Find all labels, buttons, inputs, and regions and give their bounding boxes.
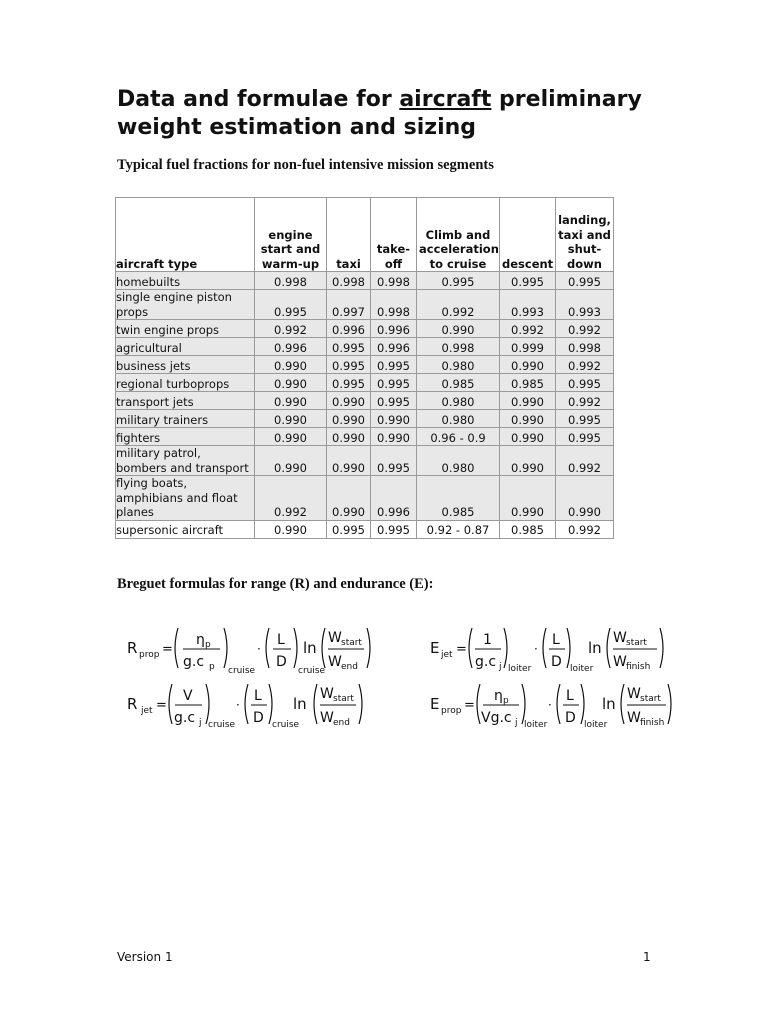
column-header: aircraft type: [116, 198, 255, 272]
fuel-fraction-cell: 0.996: [371, 338, 417, 356]
equals-sign: =: [156, 698, 167, 713]
aircraft-type-cell: agricultural: [116, 338, 255, 356]
frac1-denominator: g.c: [174, 710, 196, 726]
fuel-fraction-cell: 0.990: [500, 410, 556, 428]
fuel-fraction-cell: 0.990: [255, 374, 327, 392]
right-paren: [522, 684, 525, 724]
equals-sign: =: [464, 698, 475, 713]
formula-lhs: E: [430, 639, 440, 657]
left-paren: [314, 684, 317, 724]
formula-endurance-jet: [424, 620, 684, 676]
frac2-numerator: L: [254, 688, 262, 704]
fuel-fraction-cell: 0.990: [500, 356, 556, 374]
column-header: engine start and warm-up: [255, 198, 327, 272]
aircraft-type-cell: military patrol, bombers and transport: [116, 446, 255, 476]
fuel-fraction-cell: 0.998: [327, 272, 371, 290]
table-row: [116, 428, 614, 446]
frac1-den-sub: j: [515, 718, 518, 728]
fuel-fraction-cell: 0.990: [500, 428, 556, 446]
fuel-fraction-cell: 0.985: [417, 476, 500, 521]
frac1-den-sub: j: [499, 662, 502, 672]
frac3-den-sub: finish: [626, 662, 651, 672]
fuel-fraction-cell: 0.998: [255, 272, 327, 290]
frac3-denominator: W: [320, 710, 334, 726]
fuel-fraction-cell: 0.992: [556, 392, 614, 410]
breguet-heading: Breguet formulas for range (R) and endurance (E):: [117, 576, 434, 592]
fuel-fraction-cell: 0.995: [417, 272, 500, 290]
formula-lhs: E: [430, 695, 440, 713]
frac1-numerator: V: [183, 688, 193, 704]
formula-lhs-sub: prop: [441, 706, 462, 716]
dot-operator: ·: [236, 698, 240, 712]
fuel-fraction-cell: 0.990: [417, 320, 500, 338]
right-paren: [660, 628, 663, 668]
fuel-fraction-cell: 0.995: [371, 356, 417, 374]
fuel-fraction-cell: 0.96 - 0.9: [417, 428, 500, 446]
frac1-numerator: η: [196, 632, 205, 648]
fuel-fraction-cell: 0.998: [371, 272, 417, 290]
right-paren: [294, 628, 297, 668]
fuel-fraction-cell: 0.990: [327, 476, 371, 521]
equals-sign: =: [456, 642, 467, 657]
fuel-fraction-cell: 0.980: [417, 356, 500, 374]
frac2-outer-sub: cruise: [272, 720, 300, 730]
fuel-fraction-cell: 0.995: [500, 272, 556, 290]
frac1-denominator: g.c: [475, 654, 497, 670]
fuel-fraction-cell: 0.990: [327, 446, 371, 476]
fuel-fraction-cell: 0.992: [556, 520, 614, 538]
aircraft-type-cell: twin engine props: [116, 320, 255, 338]
formula-lhs-sub: prop: [139, 650, 160, 660]
frac3-den-sub: finish: [640, 718, 665, 728]
title-underlined-word: aircraft: [399, 87, 492, 112]
table-row: [116, 338, 614, 356]
aircraft-type-cell: flying boats, amphibians and float planes: [116, 476, 255, 521]
formula-lhs: R: [127, 695, 138, 713]
formula-lhs-sub: jet: [141, 706, 153, 716]
right-paren: [567, 628, 570, 668]
right-paren: [504, 628, 507, 668]
frac2-outer-sub: loiter: [584, 720, 608, 730]
frac3-numerator: W: [613, 630, 627, 646]
fuel-fraction-cell: 0.990: [500, 392, 556, 410]
fuel-fraction-cell: 0.92 - 0.87: [417, 520, 500, 538]
fuel-fraction-cell: 0.985: [500, 374, 556, 392]
formula-lhs-sub: jet: [441, 650, 453, 660]
table-row: [116, 392, 614, 410]
fuel-fraction-cell: 0.995: [327, 356, 371, 374]
formula-lhs: R: [127, 639, 138, 657]
fuel-fraction-cell: 0.998: [417, 338, 500, 356]
fuel-fraction-cell: 0.995: [556, 428, 614, 446]
fuel-fraction-cell: 0.993: [500, 290, 556, 320]
frac3-den-sub: end: [341, 662, 358, 672]
column-header: take-off: [371, 198, 417, 272]
frac3-num-sub: start: [640, 694, 661, 704]
fuel-fraction-cell: 0.990: [371, 410, 417, 428]
left-paren: [175, 628, 178, 668]
left-paren: [322, 628, 325, 668]
footer-page-number: 1: [643, 950, 651, 964]
frac1-denominator: Vg.c: [481, 710, 512, 726]
frac1-num-sub: p: [205, 640, 211, 650]
frac3-denominator: W: [328, 654, 342, 670]
right-paren: [359, 684, 362, 724]
aircraft-type-cell: military trainers: [116, 410, 255, 428]
formula-endurance-prop: [424, 676, 684, 732]
frac1-numerator: η: [494, 688, 503, 704]
fuel-fraction-cell: 0.992: [500, 320, 556, 338]
right-paren: [668, 684, 671, 724]
ln-operator: ln: [588, 639, 602, 657]
ln-operator: ln: [293, 695, 307, 713]
fuel-fraction-cell: 0.985: [500, 520, 556, 538]
formula-range-prop: [120, 620, 380, 676]
right-paren: [581, 684, 584, 724]
fuel-fraction-cell: 0.992: [556, 320, 614, 338]
frac2-numerator: L: [566, 688, 574, 704]
fuel-fraction-table: [115, 197, 614, 539]
fuel-fraction-cell: 0.995: [371, 446, 417, 476]
frac1-outer-sub: loiter: [508, 664, 532, 674]
right-paren: [269, 684, 272, 724]
left-paren: [607, 628, 610, 668]
fuel-fraction-cell: 0.990: [500, 476, 556, 521]
left-paren: [477, 684, 480, 724]
left-paren: [245, 684, 248, 724]
fuel-fraction-cell: 0.990: [556, 476, 614, 521]
fuel-fraction-cell: 0.993: [556, 290, 614, 320]
fuel-fraction-cell: 0.998: [371, 290, 417, 320]
fuel-fraction-cell: 0.992: [255, 320, 327, 338]
table-row: [116, 446, 614, 476]
fuel-fraction-cell: 0.990: [327, 428, 371, 446]
fuel-fraction-cell: 0.996: [371, 320, 417, 338]
fuel-fraction-cell: 0.995: [255, 290, 327, 320]
aircraft-type-cell: fighters: [116, 428, 255, 446]
fuel-fraction-cell: 0.980: [417, 392, 500, 410]
column-header: landing, taxi and shut-down: [556, 198, 614, 272]
dot-operator: ·: [548, 698, 552, 712]
fuel-fraction-cell: 0.995: [371, 520, 417, 538]
frac3-num-sub: start: [626, 638, 647, 648]
left-paren: [557, 684, 560, 724]
frac2-outer-sub: cruise: [298, 666, 326, 676]
frac2-denominator: D: [551, 654, 562, 670]
column-header: taxi: [327, 198, 371, 272]
frac2-denominator: D: [253, 710, 264, 726]
dot-operator: ·: [534, 642, 538, 656]
table-row: [116, 320, 614, 338]
fuel-fraction-cell: 0.996: [371, 476, 417, 521]
fuel-fraction-cell: 0.997: [327, 290, 371, 320]
fuel-fraction-cell: 0.990: [255, 446, 327, 476]
frac3-numerator: W: [320, 686, 334, 702]
column-header: descent: [500, 198, 556, 272]
left-paren: [266, 628, 269, 668]
title-suffix: preliminary weight estimation and sizing: [117, 87, 642, 140]
left-paren: [169, 684, 172, 724]
frac3-denominator: W: [613, 654, 627, 670]
frac1-outer-sub: cruise: [228, 666, 256, 676]
frac3-numerator: W: [328, 630, 342, 646]
frac3-denominator: W: [627, 710, 641, 726]
ln-operator: ln: [602, 695, 616, 713]
fuel-fraction-cell: 0.995: [556, 374, 614, 392]
frac2-numerator: L: [277, 632, 285, 648]
frac1-den-sub: p: [209, 662, 215, 672]
footer-version: Version 1: [117, 950, 173, 964]
frac1-num-sub: p: [503, 696, 509, 706]
frac2-denominator: D: [276, 654, 287, 670]
fuel-fraction-cell: 0.992: [417, 290, 500, 320]
fuel-fraction-cell: 0.995: [556, 410, 614, 428]
right-paren: [224, 628, 227, 668]
frac2-numerator: L: [552, 632, 560, 648]
table-header-row: [116, 198, 614, 272]
table-row: [116, 476, 614, 521]
fuel-fraction-cell: 0.998: [556, 338, 614, 356]
table-row: [116, 356, 614, 374]
fuel-fraction-cell: 0.996: [327, 320, 371, 338]
right-paren: [206, 684, 209, 724]
fuel-fraction-cell: 0.990: [255, 428, 327, 446]
fuel-fraction-cell: 0.995: [327, 374, 371, 392]
frac1-outer-sub: loiter: [524, 720, 548, 730]
left-paren: [469, 628, 472, 668]
fuel-fraction-cell: 0.992: [556, 446, 614, 476]
right-paren: [367, 628, 370, 668]
frac3-num-sub: start: [341, 638, 362, 648]
fuel-fraction-cell: 0.999: [500, 338, 556, 356]
frac1-numerator: 1: [483, 632, 492, 648]
fuel-fraction-cell: 0.995: [371, 392, 417, 410]
fuel-fraction-cell: 0.992: [556, 356, 614, 374]
aircraft-type-cell: single engine piston props: [116, 290, 255, 320]
dot-operator: ·: [257, 642, 261, 656]
fuel-fraction-cell: 0.990: [255, 410, 327, 428]
fuel-fraction-cell: 0.990: [255, 356, 327, 374]
table-row: [116, 290, 614, 320]
fuel-fraction-cell: 0.990: [255, 520, 327, 538]
fuel-fraction-cell: 0.996: [255, 338, 327, 356]
table-row: [116, 374, 614, 392]
frac1-denominator: g.c: [183, 654, 205, 670]
frac3-numerator: W: [627, 686, 641, 702]
fuel-fraction-cell: 0.992: [255, 476, 327, 521]
aircraft-type-cell: regional turboprops: [116, 374, 255, 392]
fuel-fraction-cell: 0.995: [327, 520, 371, 538]
column-header: Climb and acceleration to cruise: [417, 198, 500, 272]
title-prefix: Data and formulae for: [117, 87, 400, 112]
fuel-fraction-cell: 0.990: [500, 446, 556, 476]
fuel-fraction-cell: 0.990: [327, 410, 371, 428]
fuel-fraction-cell: 0.980: [417, 446, 500, 476]
fuel-fraction-cell: 0.995: [327, 338, 371, 356]
aircraft-type-cell: supersonic aircraft: [116, 520, 255, 538]
fuel-fraction-cell: 0.980: [417, 410, 500, 428]
aircraft-type-cell: business jets: [116, 356, 255, 374]
formula-range-jet: [120, 676, 380, 732]
left-paren: [621, 684, 624, 724]
fuel-fraction-cell: 0.990: [255, 392, 327, 410]
fuel-fraction-cell: 0.995: [556, 272, 614, 290]
aircraft-type-cell: homebuilts: [116, 272, 255, 290]
fuel-fraction-cell: 0.995: [371, 374, 417, 392]
fuel-fraction-cell: 0.990: [327, 392, 371, 410]
fuel-fraction-cell: 0.990: [371, 428, 417, 446]
fuel-fraction-cell: 0.985: [417, 374, 500, 392]
frac1-den-sub: j: [199, 718, 202, 728]
left-paren: [543, 628, 546, 668]
table-row: [116, 410, 614, 428]
frac1-outer-sub: cruise: [208, 720, 236, 730]
frac3-num-sub: start: [333, 694, 354, 704]
equals-sign: =: [162, 642, 173, 657]
frac3-den-sub: end: [333, 718, 350, 728]
page-title: [117, 86, 677, 142]
frac2-denominator: D: [565, 710, 576, 726]
table-row: [116, 520, 614, 538]
table-row: [116, 272, 614, 290]
table-caption: Typical fuel fractions for non-fuel intensive mission segments: [117, 157, 494, 173]
aircraft-type-cell: transport jets: [116, 392, 255, 410]
frac2-outer-sub: loiter: [570, 664, 594, 674]
ln-operator: ln: [303, 639, 317, 657]
